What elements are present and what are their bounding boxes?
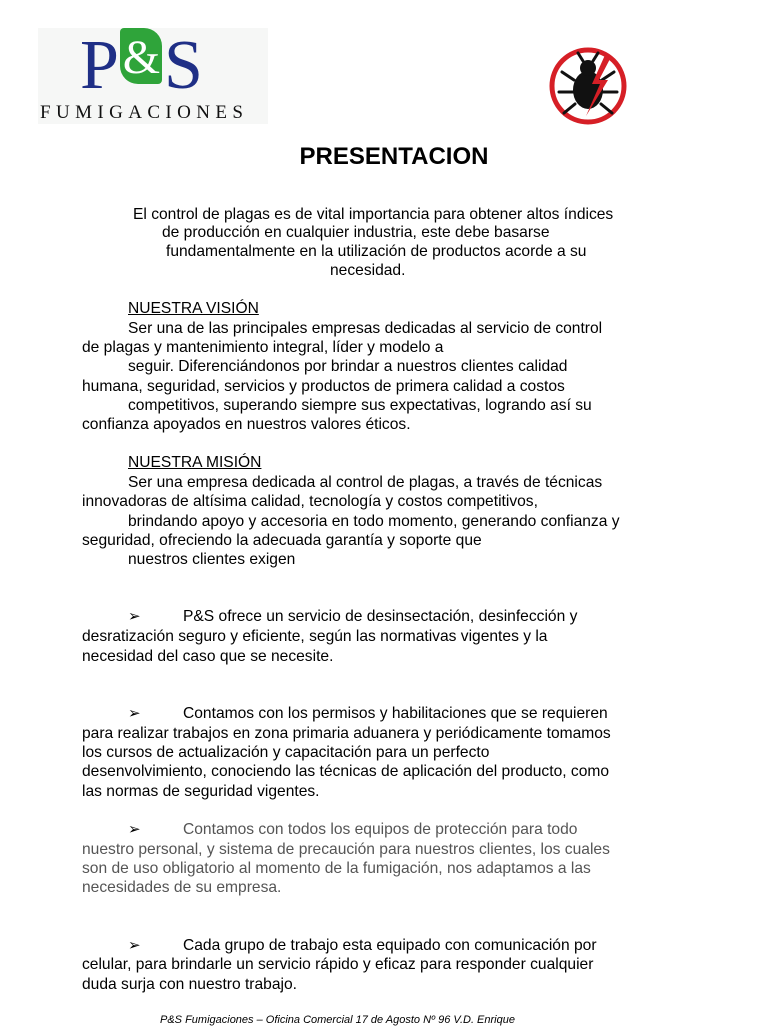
page-footer: P&S Fumigaciones – Oficina Comercial 17 de Agosto Nº 96 V.D. Enrique <box>160 1014 515 1026</box>
logo-letter-p: P <box>80 27 118 104</box>
mission-line: Ser una empresa dedicada al control de plagas, a través de técnicas <box>128 474 603 491</box>
bullet-line: celular, para brindarle un servicio rápido y eficaz para responder cualquier <box>82 956 594 973</box>
bullet-line: duda surja con nuestro trabajo. <box>82 976 297 993</box>
vision-line: humana, seguridad, servicios y productos de primera calidad a costos <box>82 378 565 395</box>
bullet-line: necesidad del caso que se necesite. <box>82 648 334 665</box>
logo-ampersand: & <box>120 28 162 84</box>
mission-heading: NUESTRA MISIÓN <box>128 454 262 471</box>
arrow-bullet-icon: ➢ <box>128 821 141 838</box>
bullet-line: desratización seguro y eficiente, según las normativas vigentes y la <box>82 628 548 645</box>
intro-line: de producción en cualquier industria, este debe basarse <box>162 224 550 241</box>
bullet-line: necesidades de su empresa. <box>82 879 282 896</box>
arrow-bullet-icon: ➢ <box>128 705 141 722</box>
arrow-bullet-icon: ➢ <box>128 937 141 954</box>
bullet-line: nuestro personal, y sistema de precaución para nuestros clientes, los cuales <box>82 841 610 858</box>
mission-line: innovadoras de altísima calidad, tecnología y costos competitivos, <box>82 493 538 510</box>
no-pests-icon <box>548 46 628 126</box>
arrow-bullet-icon: ➢ <box>128 608 141 625</box>
company-logo <box>80 28 202 103</box>
mission-line: seguridad, ofreciendo la adecuada garantía y soporte que <box>82 532 482 549</box>
mission-line: nuestros clientes exigen <box>128 551 296 568</box>
logo-subtitle: FUMIGACIONES <box>40 102 249 123</box>
mission-line: brindando apoyo y accesoria en todo momento, generando confianza y <box>128 513 620 530</box>
bullet-line: Contamos con los permisos y habilitaciones que se requieren <box>183 705 608 722</box>
vision-line: competitivos, superando siempre sus expectativas, logrando así su <box>128 397 592 414</box>
bullet-line: los cursos de actualización y capacitación para un perfecto <box>82 744 490 761</box>
logo-letter-s: S <box>163 27 202 104</box>
bullet-line: para realizar trabajos en zona primaria aduanera y periódicamente tomamos <box>82 725 611 742</box>
page-title: PRESENTACION <box>299 143 489 170</box>
bullet-line: desenvolvimiento, conociendo las técnicas de aplicación del producto, como <box>82 763 610 780</box>
intro-line: El control de plagas es de vital importancia para obtener altos índices <box>133 206 614 223</box>
vision-line: confianza apoyados en nuestros valores éticos. <box>82 416 411 433</box>
bullet-line: Cada grupo de trabajo esta equipado con comunicación por <box>183 937 597 954</box>
intro-line: necesidad. <box>330 262 406 279</box>
vision-line: Ser una de las principales empresas dedicadas al servicio de control <box>128 320 603 337</box>
bullet-line: Contamos con todos los equipos de protección para todo <box>183 821 578 838</box>
bullet-line: P&S ofrece un servicio de desinsectación, desinfección y <box>183 608 578 625</box>
bullet-line: son de uso obligatorio al momento de la fumigación, nos adaptamos a las <box>82 860 591 877</box>
bullet-line: las normas de seguridad vigentes. <box>82 783 320 800</box>
intro-line: fundamentalmente en la utilización de productos acorde a su <box>166 243 587 260</box>
vision-line: de plagas y mantenimiento integral, líder y modelo a <box>82 339 444 356</box>
vision-line: seguir. Diferenciándonos por brindar a nuestros clientes calidad <box>128 358 568 375</box>
vision-heading: NUESTRA VISIÓN <box>128 300 259 317</box>
